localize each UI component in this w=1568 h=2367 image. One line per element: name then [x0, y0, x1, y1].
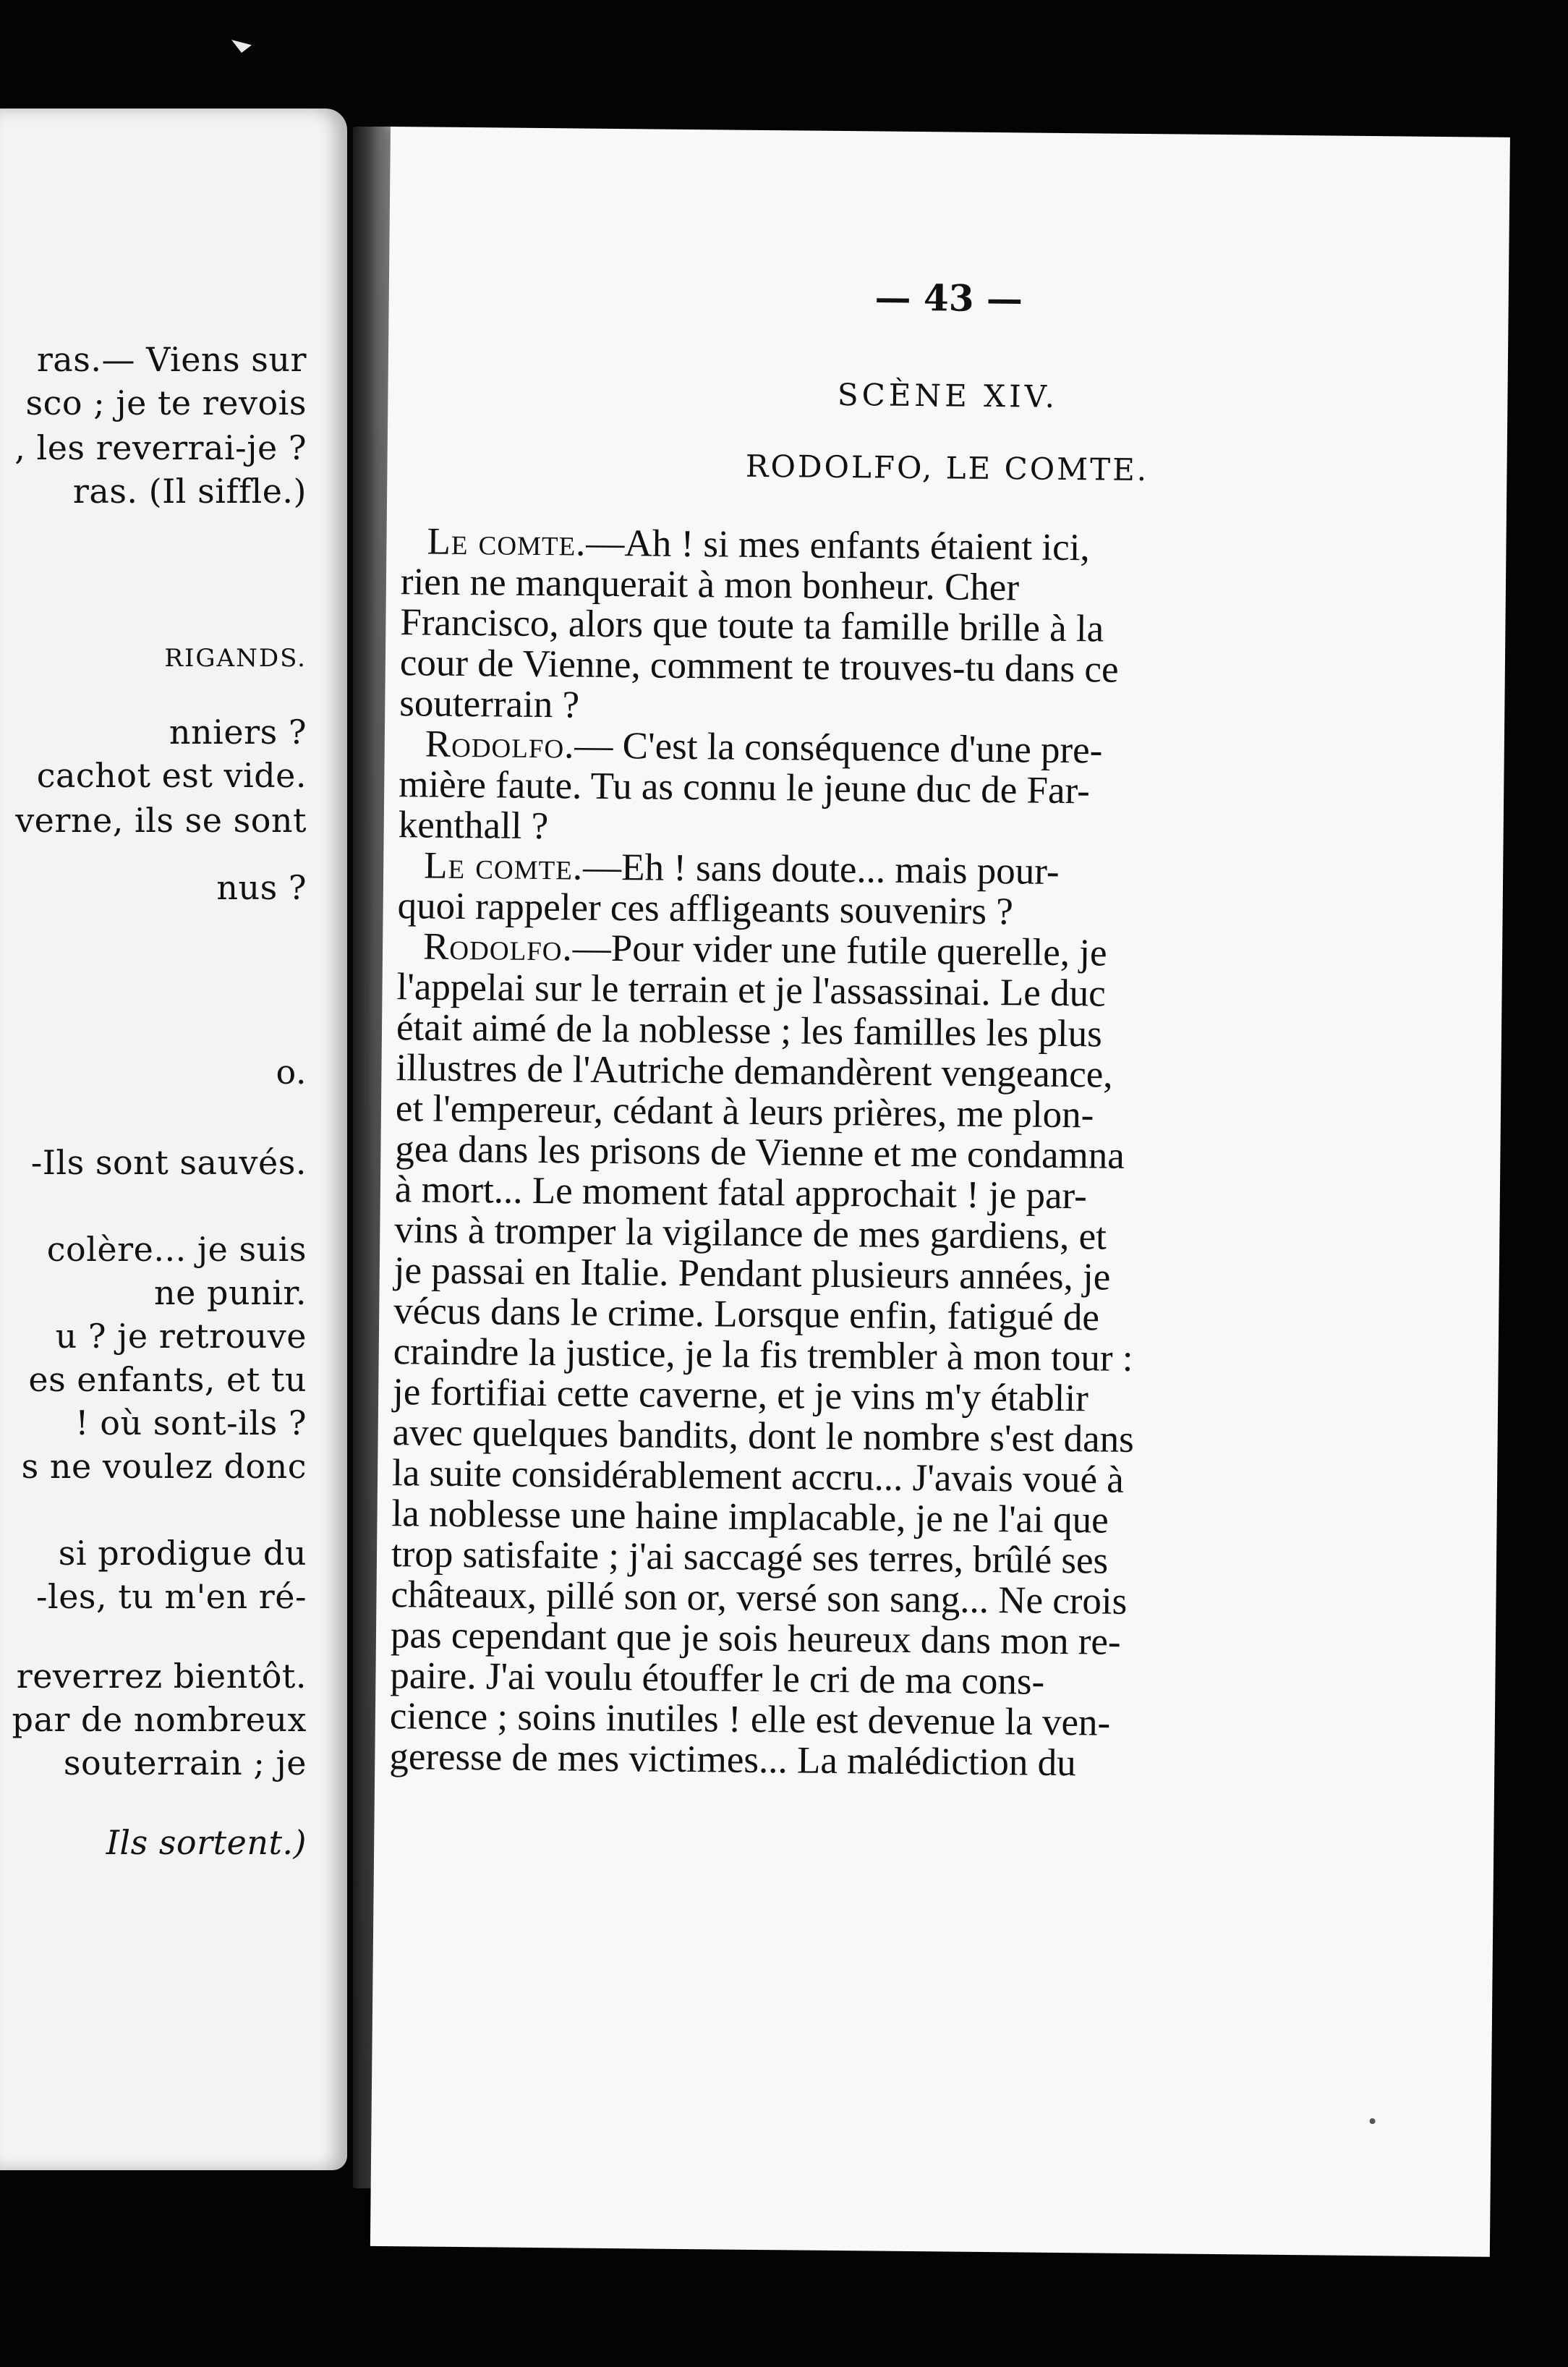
left-page-line: -les, tu m'en ré-: [35, 1577, 307, 1616]
line-text: vins à tromper la vigilance de mes gardiens, et: [394, 1209, 1107, 1258]
line-text: —Eh ! sans doute... mais pour-: [582, 846, 1060, 893]
left-page-line: nus ?: [216, 868, 307, 907]
left-page-line: -Ils sont sauvés.: [30, 1143, 307, 1182]
line-text: mière faute. Tu as connu le jeune duc de Far-: [398, 763, 1091, 812]
line-text: cour de Vienne, comment te trouves-tu dans ce: [399, 642, 1119, 691]
left-page-line: u ? je retrouve: [55, 1317, 307, 1356]
line-text: était aimé de la noblesse ; les familles les plus: [396, 1006, 1103, 1055]
line-text: rien ne manquerait à mon bonheur. Cher: [400, 561, 1020, 609]
line-text: cience ; soins inutiles ! elle est devenue la ven-: [389, 1695, 1111, 1744]
speaker-name: Le comte.: [427, 520, 587, 564]
left-page-line: s ne voulez donc: [21, 1447, 307, 1486]
line-text: craindre la justice, je la fis trembler à mon tour :: [393, 1330, 1133, 1380]
line-text: paire. J'ai voulu étouffer le cri de ma cons-: [390, 1654, 1045, 1703]
line-text: châteaux, pillé son or, versé son sang... Ne crois: [391, 1573, 1128, 1623]
line-text: à mort... Le moment fatal approchait ! je par-: [394, 1168, 1088, 1218]
left-page-line: verne, ils se sont: [15, 801, 307, 840]
page-number: — 43 —: [874, 276, 1023, 320]
line-text: pas cependant que je sois heureux dans mon re-: [390, 1614, 1121, 1663]
left-page-line: ras.— Viens sur: [36, 340, 307, 379]
speaker-name: Rodolfo.: [422, 925, 574, 969]
left-page-line: par de nombreux: [12, 1700, 307, 1739]
left-page-line: ! où sont-ils ?: [75, 1403, 307, 1442]
left-page-line: colère... je suis: [46, 1230, 307, 1269]
line-text: quoi rappeler ces affligeants souvenirs ?: [397, 885, 1014, 933]
line-text: vécus dans le crime. Lorsque enfin, fatigué de: [393, 1290, 1100, 1339]
line-text: je passai en Italie. Pendant plusieurs années, je: [393, 1249, 1111, 1299]
left-page-line: Ils sortent.): [106, 1823, 307, 1862]
left-page-line: reverrez bientôt.: [16, 1657, 307, 1696]
left-page-line: o.: [276, 1053, 307, 1092]
paper-speck: [1370, 2118, 1376, 2124]
line-text: et l'empereur, cédant à leurs prières, me plon-: [395, 1087, 1094, 1136]
scene-title: SCÈNE XIV.: [837, 376, 1059, 415]
dialogue-text: [389, 521, 1240, 1785]
left-page-line: cachot est vide.: [36, 756, 307, 795]
left-page-line: es enfants, et tu: [28, 1360, 307, 1399]
left-page-line: souterrain ; je: [63, 1743, 307, 1782]
left-page: [0, 109, 347, 2170]
left-page-line: sco ; je te revois: [25, 383, 307, 422]
line-text: geresse de mes victimes... La malédiction du: [389, 1735, 1076, 1785]
line-text: la noblesse une haine implacable, je ne l'ai que: [391, 1492, 1109, 1542]
line-text: Francisco, alors que toute ta famille brille à la: [400, 601, 1104, 650]
line-text: avec quelques bandits, dont le nombre s'est dans: [392, 1411, 1135, 1461]
left-page-line: ras. (Il siffle.): [72, 472, 307, 511]
line-text: l'appelai sur le terrain et je l'assassinai. Le duc: [396, 966, 1106, 1015]
left-page-line: ne punir.: [154, 1273, 307, 1312]
left-page-line: si prodigue du: [58, 1534, 307, 1573]
left-page-line: RIGANDS.: [164, 644, 307, 673]
line-text: —Ah ! si mes enfants étaient ici,: [586, 522, 1090, 569]
speaker-name: Le comte.: [423, 844, 584, 888]
line-text: — C'est la conséquence d'une pre-: [574, 724, 1103, 772]
line-text: —Pour vider une futile querelle, je: [572, 927, 1107, 974]
speaker-name: Rodolfo.: [425, 723, 575, 767]
scene-characters: RODOLFO, LE COMTE.: [745, 448, 1149, 488]
line-text: trop satisfaite ; j'ai saccagé ses terres, brûlé ses: [391, 1533, 1109, 1582]
line-text: je fortifiai cette caverne, et je vins m'y établir: [392, 1371, 1089, 1420]
line-text: gea dans les prisons de Vienne et me condamna: [395, 1128, 1125, 1177]
right-page: [370, 127, 1510, 2257]
line-text: souterrain ?: [399, 682, 580, 726]
line-text: illustres de l'Autriche demandèrent vengeance,: [396, 1047, 1113, 1096]
left-page-line: nniers ?: [169, 713, 307, 752]
scan-artifact: [231, 40, 252, 53]
line-text: la suite considérablement accru... J'avais voué à: [391, 1452, 1125, 1501]
left-page-line: , les reverrai-je ?: [14, 428, 307, 467]
line-text: kenthall ?: [398, 804, 549, 848]
